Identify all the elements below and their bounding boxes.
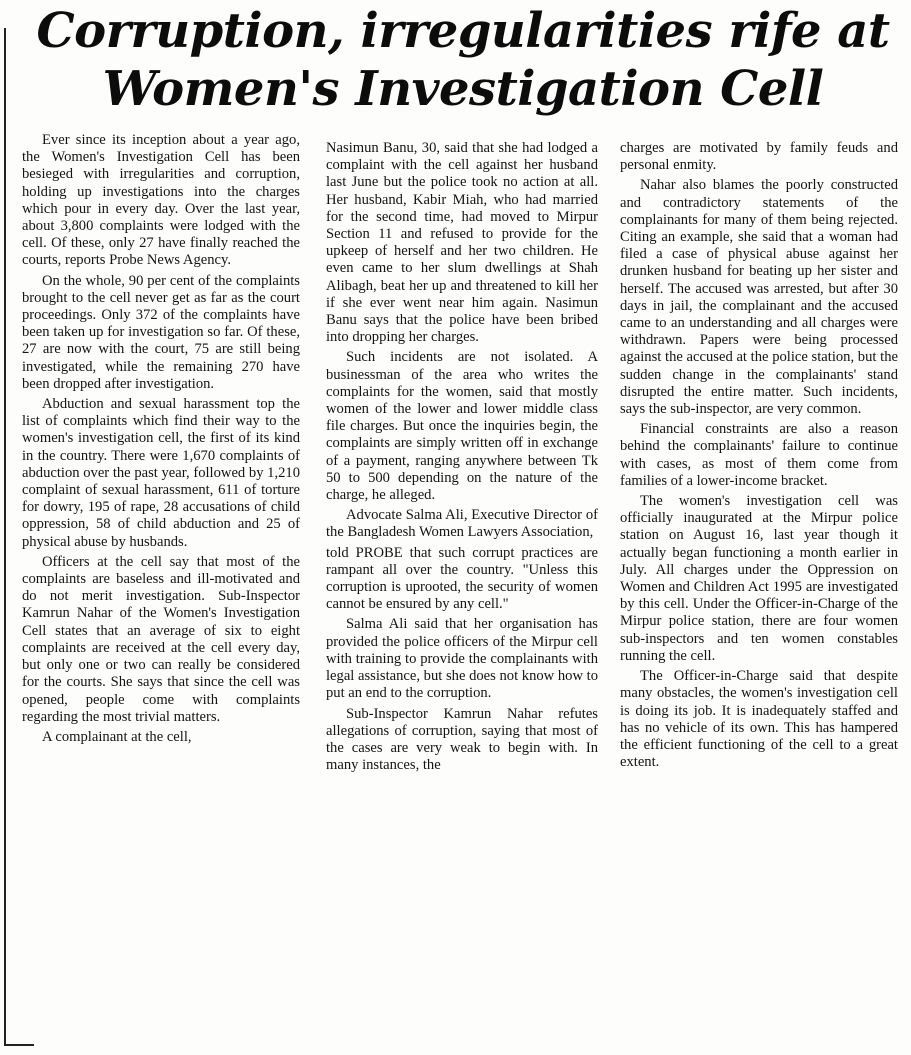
paragraph: A complainant at the cell, <box>42 728 192 745</box>
paragraph: Advocate Salma Ali, Executive Director of the Bangladesh Women Lawyers Association, <box>326 507 598 541</box>
paragraph: Nahar also blames the poorly constructed and contradictory statements of the complainants for many of them being rejected. Citing an example, she said that a woman had filed a case of physical abuse against her drunken husband for beating up her sister and herself. The accused was arrested, but after 30 days in jail, the complainant and the accused came to an understanding and all charges were withdrawn. Papers were being processed against the accused at the police station, but the sudden change in the complainants' stand disrupted the entire matter. Such incidents, says the sub-inspector, are very common. <box>620 177 898 418</box>
left-border-rule <box>4 28 6 1046</box>
column-2 <box>326 140 598 1055</box>
column-1 <box>22 132 300 1047</box>
paragraph: told PROBE that such corrupt practices are rampant all over the country. "Unless this corruption is uprooted, the security of women cannot be ensured by any cell." <box>326 544 598 613</box>
paragraph: Sub-Inspector Kamrun Nahar refutes allegations of corruption, saying that most of the cases are very weak to begin with. In many instances, the <box>326 705 598 774</box>
paragraph: The Officer-in-Charge said that despite many obstacles, the women's investigation cell is doing its job. It is inadequately staffed and has no vehicle of its own. This has hampered the efficient functioning of the cell to a great extent. <box>620 668 898 771</box>
paragraph: Nasimun Banu, 30, said that she had lodged a complaint with the cell against her husband last June but the police took no action at all. Her husband, Kabir Miah, who had married for the second time, had moved to Mirpur Section 11 and refused to provide for the upkeep of herself and her two children. He even came to her slum dwellings at Shah Alibagh, beat her up and threatened to kill her if she ever went near him again. Nasimun Banu says that the police have been bribed into dropping her charges. <box>326 140 598 346</box>
paragraph: On the whole, 90 per cent of the complaints brought to the cell never get as far as the court proceedings. Only 372 of the complaints have been taken up for investigation so far. Of these, 27 are now with the court, 75 are still being investigated, while the remaining 270 have been dropped after investigation. <box>22 272 300 392</box>
paragraph: Salma Ali said that her organisation has provided the police officers of the Mirpur cell with training to provide the complainants with legal assistance, but she does not know how to put an end to the corruption. <box>326 616 598 702</box>
paragraph: Abduction and sexual harassment top the list of complaints which find their way to the women's investigation cell, the first of its kind in the country. There were 1,670 complaints of abduction over the past year, followed by 1,210 complaint of sexual harassment, 611 of torture for dowry, 195 of rape, 28 accusations of child oppression, 58 of child abduction and 25 of physical abuse by husbands. <box>22 396 300 550</box>
paragraph: Ever since its inception about a year ago, the Women's Investigation Cell has been besieged with irregularities and corruption, holding up investigations into the charges which pour in every day. Over the last year, about 3,800 complaints were lodged with the cell. Of these, only 27 have finally reached the courts, reports Probe News Agency. <box>22 132 300 269</box>
paragraph: Officers at the cell say that most of the complaints are baseless and ill-motivated and do not merit investigation. Sub-Inspector Kamrun Nahar of the Women's Investigation Cell states that an average of six to eight complaints are received at the cell every day, but only one or two can really be considered for the courts. She says that since the cell was opened, people come with complaints regarding the most trivial matters. <box>22 553 300 725</box>
paragraph: Financial constraints are also a reason behind the complainants' failure to continue with cases, as most of them come from families of a lower-income bracket. <box>620 421 898 489</box>
paragraph: Such incidents are not isolated. A businessman of the area who writes the complaints for the women, said that mostly women of the lower and lower middle class file charges. But once the inquiries begin, the complaints are simply written off in exchange of a payment, ranging anywhere between Tk 50 to 500 depending on the nature of the charge, he alleged. <box>326 349 598 504</box>
paragraph: The women's investigation cell was officially inaugurated at the Mirpur police station on August 16, last year though it actually began functioning a month earlier in July. All charges under the Oppression on Women and Children Act 1995 are investigated by this cell. Under the Officer-in-Charge of the Mirpur police station, there are four women sub-inspectors and ten women constables running the cell. <box>620 493 898 664</box>
paragraph: charges are motivated by family feuds and personal enmity. <box>620 140 898 174</box>
headline: Corruption, irregularities rife at Women's Investigation Cell <box>36 3 890 117</box>
column-3 <box>620 140 898 1055</box>
